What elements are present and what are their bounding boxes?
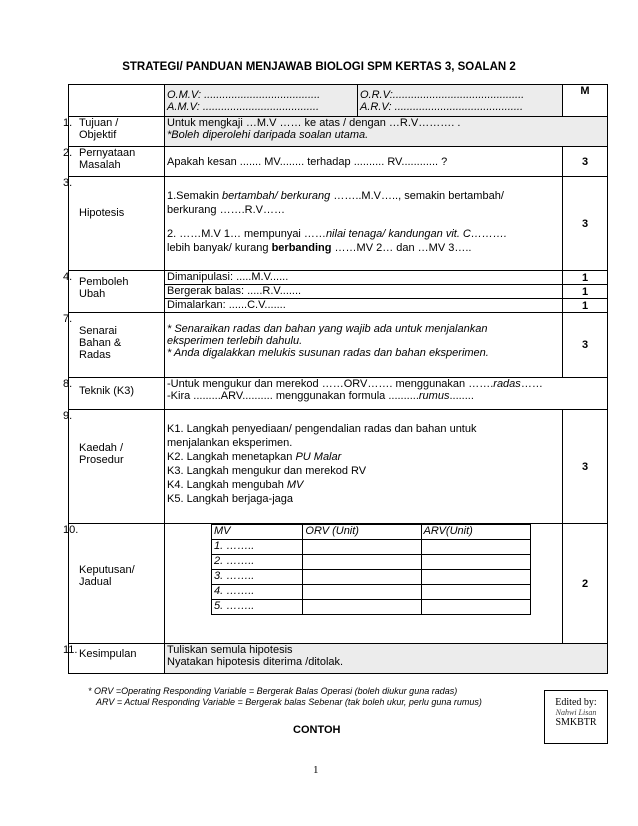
row-tujuan (69, 117, 608, 147)
row-label: Objektif (79, 129, 117, 141)
header-blank-cell (69, 85, 165, 117)
row-hipotesis (69, 177, 608, 271)
example-label: CONTOH (293, 724, 341, 736)
content-line: lebih banyak/ kurang berbanding ……MV 2… dan …MV 3….. (167, 242, 472, 254)
marks-header: M (563, 85, 608, 117)
row-number: 9. (63, 410, 73, 422)
header-rv-cell (358, 85, 563, 117)
content-note: *Boleh diperolehi daripada soalan utama. (167, 129, 369, 141)
step-k1: menjalankan eksperimen. (167, 437, 293, 449)
edited-by-box (544, 690, 608, 744)
page-title: STRATEGI/ PANDUAN MENJAWAB BIOLOGI SPM KERTAS 3, SOALAN 2 (122, 61, 516, 73)
row-senarai (69, 313, 608, 378)
content-line: 1.Semakin bertambah/ berkurang ……..M.V….., semakin bertambah/ (167, 190, 504, 202)
page-number: 1 (313, 764, 319, 776)
row-label: Keputusan/ (79, 564, 135, 576)
results-table (211, 524, 531, 615)
header-mv-cell (165, 85, 358, 117)
row-kaedah (69, 410, 608, 524)
row-number: 11. (63, 644, 78, 656)
row-kesimpulan (69, 644, 608, 674)
row-label-cell (63, 524, 165, 644)
row-number: 7. (63, 313, 73, 325)
content-line: Apakah kesan ....... MV........ terhadap .......... RV............ ? (167, 155, 448, 168)
row-label-cell (63, 117, 165, 147)
row-label: Hipotesis (79, 207, 125, 219)
row-mark: 3 (563, 410, 608, 524)
row-number: 1. (63, 117, 73, 129)
results-col-header: MV (212, 525, 303, 540)
results-cell: 3. …….. (212, 570, 303, 585)
row-mark: 1 (563, 271, 608, 285)
content-line: eksperimen terlebih dahulu. (167, 335, 303, 347)
row-label-cell (63, 177, 165, 271)
results-col-header: ORV (Unit) (303, 525, 421, 540)
row-label: Bahan & (79, 337, 122, 349)
results-cell: 1. …….. (212, 540, 303, 555)
row-content (165, 313, 563, 378)
row-label-cell (63, 378, 165, 410)
row-number: 8. (63, 378, 73, 390)
row-mark: 3 (563, 147, 608, 177)
content-line: -Untuk mengukur dan merekod ……ORV……. menggunakan …….radas…… (167, 378, 543, 390)
row-number: 2. (63, 147, 73, 159)
row-label: Ubah (79, 288, 106, 300)
results-cell: 2. …….. (212, 555, 303, 570)
row-label: Pemboleh (79, 276, 129, 288)
row-content (165, 410, 563, 524)
content-line: 2. ……M.V 1… mempunyai ……nilai tenaga/ kandungan vit. C………. (167, 228, 507, 240)
step-k1: K1. Langkah penyediaan/ pengendalian radas dan bahan untuk (167, 423, 477, 435)
row-label-cell (63, 147, 165, 177)
row-label: Tujuan / (79, 117, 119, 129)
omv-label: O.M.V: ...................................... (167, 88, 321, 101)
results-cell: 4. …….. (212, 585, 303, 600)
row-pemboleh-ubah (69, 271, 608, 285)
row-label: Pernyataan (79, 147, 136, 159)
step-k5: K5. Langkah berjaga-jaga (167, 493, 293, 505)
row-label: Teknik (K3) (79, 385, 135, 397)
row-number: 10. (63, 524, 79, 536)
content-line: Untuk mengkaji …M.V …… ke atas / dengan …R.V………. . (167, 117, 461, 129)
row-mark: 3 (563, 177, 608, 271)
school-code: SMKBTR (555, 717, 597, 728)
row-mark: 2 (563, 524, 608, 644)
row-content (165, 524, 563, 644)
row-label-cell (63, 313, 165, 378)
content-line: -Kira .........ARV.......... menggunakan formula ..........rumus........ (167, 390, 474, 402)
header-row (69, 85, 608, 117)
step-k3: K3. Langkah mengukur dan merekod RV (167, 465, 367, 477)
orv-label: O.R.V:........................................... (360, 88, 525, 101)
row-label: Kesimpulan (79, 648, 137, 660)
step-k4: K4. Langkah mengubah MV (167, 479, 304, 491)
row-teknik (69, 378, 608, 410)
variable-responding: Bergerak balas: .....R.V....... (165, 285, 563, 299)
footnote-arv: ARV = Actual Responding Variable = Bergerak balas Sebenar (tak boleh ukur, perlu guna rumus) (96, 697, 482, 707)
guide-table (63, 84, 608, 674)
row-content (165, 644, 608, 674)
row-label-cell (63, 410, 165, 524)
row-number: 3. (63, 177, 73, 189)
row-pernyataan (69, 147, 608, 177)
row-mark: 1 (563, 285, 608, 299)
content-line: * Anda digalakkan melukis susunan radas dan bahan eksperimen. (167, 347, 489, 359)
footnote-orv: * ORV =Operating Responding Variable = Bergerak Balas Operasi (boleh diukur guna radas) (88, 686, 458, 696)
arv-label: A.R.V: .......................................... (360, 100, 524, 113)
row-label: Prosedur (79, 454, 124, 466)
content-line: berkurang …….R.V…… (167, 204, 285, 216)
results-col-header: ARV(Unit) (421, 525, 531, 540)
row-label: Senarai (79, 325, 117, 337)
row-label: Masalah (79, 159, 121, 171)
row-content (165, 117, 608, 147)
edited-label: Edited by: (555, 697, 597, 708)
content-line: * Senaraikan radas dan bahan yang wajib ada untuk menjalankan (167, 323, 488, 335)
row-content (165, 147, 563, 177)
row-keputusan (69, 524, 608, 644)
signature: Nahwi Lisan (555, 708, 597, 717)
footnote (88, 686, 540, 708)
row-content (165, 177, 563, 271)
row-mark: 1 (563, 299, 608, 313)
step-k2: K2. Langkah menetapkan PU Malar (167, 451, 342, 463)
content-line: Nyatakan hipotesis diterima /ditolak. (167, 656, 344, 668)
row-label-cell (63, 271, 165, 313)
row-label: Radas (79, 349, 111, 361)
row-label: Jadual (79, 576, 112, 588)
amv-label: A.M.V: ...................................... (167, 100, 319, 113)
content-line: Tuliskan semula hipotesis (167, 644, 293, 656)
row-content (165, 378, 608, 410)
variable-fixed: Dimalarkan: ......C.V....... (165, 299, 563, 313)
results-cell: 5. …….. (212, 600, 303, 615)
row-label-cell (63, 644, 165, 674)
row-label: Kaedah / (79, 442, 124, 454)
row-mark: 3 (563, 313, 608, 378)
row-number: 4. (63, 271, 73, 283)
variable-manipulated: Dimanipulasi: .....M.V...... (165, 271, 563, 285)
